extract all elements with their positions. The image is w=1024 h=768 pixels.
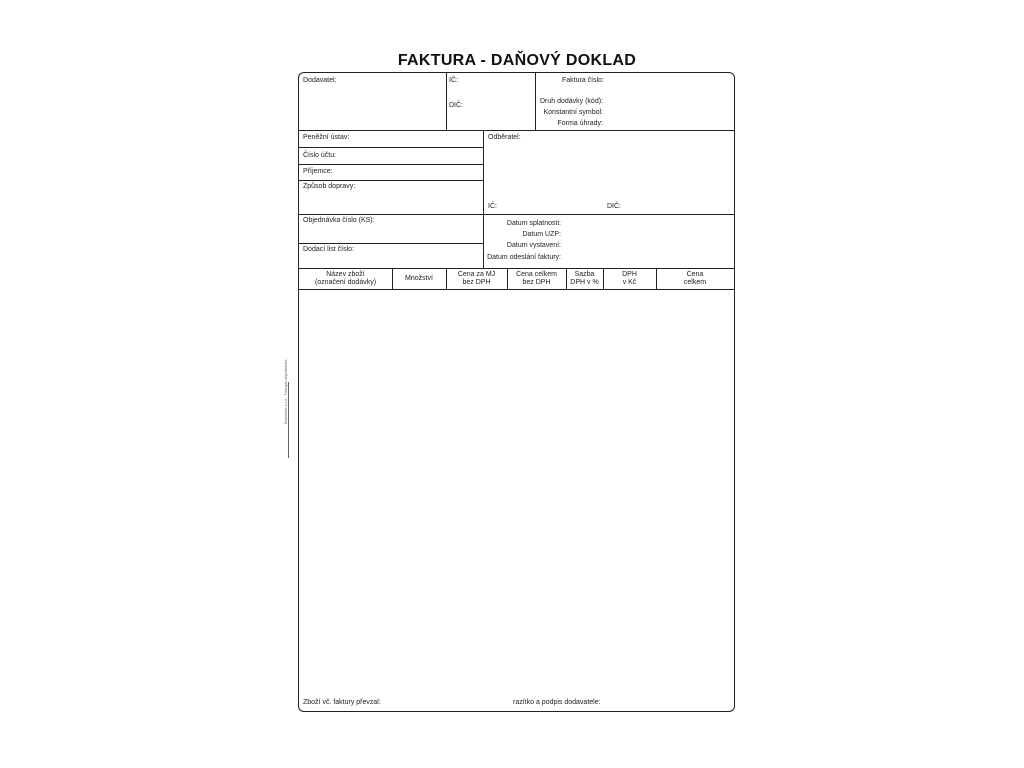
divider (299, 214, 734, 215)
col-header-unit-price: Cena za MJ bez DPH (457, 271, 496, 286)
constant-symbol-label: Konstantní symbol: (543, 109, 603, 116)
col-header-vat-amount: DPH v Kč (622, 271, 637, 286)
divider (299, 164, 483, 165)
transport-label: Způsob dopravy: (303, 183, 356, 190)
divider (446, 73, 447, 130)
sent-date-label: Datum odeslání faktury: (487, 254, 561, 261)
divider (299, 147, 483, 148)
supplier-ic-label: IČ: (449, 77, 458, 84)
customer-label: Odběratel: (488, 134, 521, 141)
order-number-label: Objednávka číslo (KS): (303, 217, 375, 224)
col-header-item: Název zboží (označení dodávky) (314, 271, 377, 286)
received-by-label: Zboží vč. faktury převzal: (303, 699, 381, 706)
col-header-quantity: Množství (404, 275, 433, 282)
supplier-label: Dodavatel: (303, 77, 337, 84)
invoice-number-label: Faktura číslo: (562, 77, 605, 84)
margin-tick (288, 382, 289, 458)
col-header-total: Cena celkem (683, 271, 707, 286)
issue-date-label: Datum vystavení: (506, 242, 561, 249)
payment-form-label: Forma úhrady: (557, 120, 603, 127)
divider (299, 268, 734, 269)
account-label: Číslo účtu: (303, 152, 337, 159)
invoice-form (298, 72, 735, 712)
delivery-note-label: Dodací list číslo: (303, 246, 354, 253)
divider (299, 180, 483, 181)
document-title: FAKTURA - DAŇOVÝ DOKLAD (397, 52, 637, 69)
margin-note: Baloušek s.r.o., Tiskopis objednávka (283, 359, 288, 424)
divider (299, 243, 483, 244)
col-header-vat-rate: Sazba DPH v % (570, 271, 599, 286)
customer-ic-label: IČ: (488, 203, 497, 210)
delivery-type-label: Druh dodávky (kód): (539, 98, 603, 105)
divider (299, 130, 734, 131)
items-area[interactable] (299, 290, 734, 690)
payee-label: Příjemce: (303, 168, 333, 175)
due-date-label: Datum splatnosti: (506, 220, 561, 227)
customer-dic-label: DIČ: (607, 203, 621, 210)
uzp-date-label: Datum UZP: (522, 231, 561, 238)
col-header-total-net: Cena celkem bez DPH (516, 271, 557, 286)
supplier-dic-label: DIČ: (449, 102, 463, 109)
bank-label: Peněžní ústav: (303, 134, 350, 141)
stamp-signature-label: razítko a podpis dodavatele: (513, 699, 601, 706)
